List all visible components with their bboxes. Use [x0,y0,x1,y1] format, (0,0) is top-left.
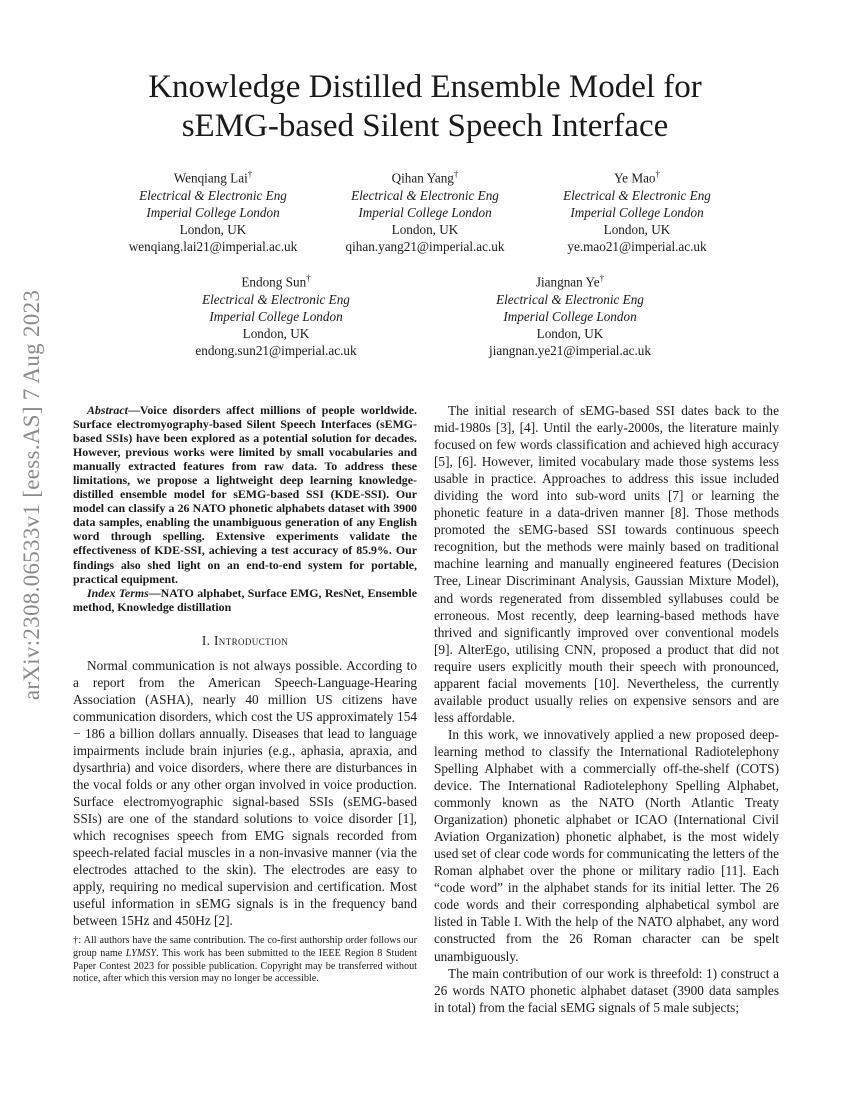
index-terms-label: Index Terms [87,585,149,600]
section-number: I. [201,632,214,648]
author-dept: Electrical & Electronic Eng [139,187,287,203]
dagger-mark: † [453,169,459,179]
title-line-2: sEMG-based Silent Speech Interface [181,108,669,144]
dagger-mark: † [599,273,605,283]
footnote-text-a: †: All authors have the same contribution. The co-first authorship order follows our group name [73,935,417,959]
right-column [434,402,779,1016]
author-institution: Imperial College London [503,308,637,324]
footnote-text-b: . This work has been submitted to the IEEE Region 8 Student Paper Contest 2023 for possible publication. Copyright may be transferred without notice, after which this version may no longer be accessible. [73,947,417,985]
author-block-4 [166,270,386,359]
author-name: Jiangnan Ye [535,274,600,290]
author-location: London, UK [242,326,310,341]
author-name: Endong Sun [241,274,307,290]
abstract [73,403,417,586]
author-dept: Electrical & Electronic Eng [351,187,499,203]
title-line-1: Knowledge Distilled Ensemble Model for [148,69,702,105]
footnote-group-name: LYMSY [125,947,157,959]
author-location: London, UK [536,326,604,341]
author-name: Wenqiang Lai [173,170,248,186]
section-title: Introduction [214,632,289,648]
author-block-5 [460,270,680,359]
right-paragraph-2: In this work, we innovatively applied a new proposed deep-learning method to classify the International Radiotelephony Spelling Alphabet with a commercially off-the-shelf (COTS) device. The International Radiotelephony Spelling Alphabet, commonly known as the NATO (North Atlantic Treaty Organization) phonetic alphabet or ICAO (International Civil Aviation Organization) phonetic alphabet, is the most widely used set of clear code words for communicating the letters of the Roman alphabet over the phone or military radio [11]. Each “code word” in the alphabet stands for its initial letter. The 26 code words and their corresponding alphabetical symbol are listed in Table I. With the help of the NATO alphabet, any word constructed from the 26 Roman character can be spelt unambiguously. [434,726,779,964]
author-institution: Imperial College London [570,204,704,220]
section-heading [73,632,417,649]
author-email: endong.sun21@imperial.ac.uk [195,343,357,359]
left-column [73,403,417,930]
author-email: qihan.yang21@imperial.ac.uk [345,239,505,255]
dagger-mark: † [306,273,311,283]
right-paragraph-1: The initial research of sEMG-based SSI dates back to the mid-1980s [3], [4]. Until the early-2000s, the literature mainly focused on few words classification and achieved high accuracy [5], [6]. However, limited vocabulary made those systems less usable in practice. Approaches to address this issue included dividing the word into sub-word units [7] or learning the phonetic feature in a data-driven manner [8]. Those methods promoted the sEMG-based SSI towards continuous speech recognition, but the methods were mainly based on traditional machine learning and manually engineered features (Decision Tree, Linear Discriminant Analysis, Gaussian Mixture Model), and words regenerated from dissembled syllabuses could be erroneous. Most recently, deep learning-based methods have thrived and significantly improved over conventional models [9]. AlterEgo, utilising CNN, proposed a product that did not require users explicitly mouth their speech with pronounced, apparent facial movements [10]. Nevertheless, the currently available product usually relies on expensive sensors and are less affordable. [434,403,779,725]
dagger-mark: † [247,169,253,179]
arxiv-identifier: arXiv:2308.06533v1 [eess.AS] 7 Aug 2023 [19,289,44,701]
author-email: wenqiang.lai21@imperial.ac.uk [128,239,298,255]
dagger-mark: † [655,169,661,179]
author-dept: Electrical & Electronic Eng [563,187,711,203]
author-location: London, UK [391,222,459,237]
author-name: Ye Mao [613,170,656,186]
author-email: jiangnan.ye21@imperial.ac.uk [489,343,651,359]
author-location: London, UK [603,222,671,237]
author-institution: Imperial College London [146,204,280,220]
author-dept: Electrical & Electronic Eng [202,291,350,307]
index-terms [73,586,417,614]
abstract-text: —Voice disorders affect millions of people worldwide. Surface electromyography-based Silent Speech Interfaces (sEMG-based SSIs) have been explored as a potential solution for decades. However, previous works were limited by small vocabularies and manually extracted features from raw data. To address these limitations, we propose a lightweight deep learning knowledge-distilled ensemble model for sEMG-based SSI (KDE-SSI). Our model can classify a 26 NATO phonetic alphabets dataset with 3900 data samples, enabling the unambiguous generation of any English word through spelling. Extensive experiments validate the effectiveness of KDE-SSI, achieving a test accuracy of 85.9%. Our findings also shed light on an end-to-end system for portable, practical equipment. [73,403,417,586]
intro-paragraph-1: Normal communication is not always possible. According to a report from the American Speech-Language-Hearing Association (ASHA), nearly 40 million US citizens have communication disorders, which cost the US approximately 154 − 186 a billion dollars annually. Diseases that lead to language impairments include brain injuries (e.g., aphasia, apraxia, and dysarthria) and voice disorders, where there are disturbances in the vocal folds or any other organ involved in voice production. Surface electromyographic signal-based SSIs (sEMG-based SSIs) are one of the standard solutions to voice disorder [1], which recognises speech from EMG signals recorded from speech-related facial muscles in a non-invasive manner (via the electrodes attached to the skin). The electrodes are easy to apply, requiring no medical supervision and certification. Most useful information in sEMG signals is in the frequency band between 15Hz and 450Hz [2]. [73,657,417,929]
author-location: London, UK [179,222,247,237]
paper-title [0,68,850,146]
index-terms-text: —NATO alphabet, Surface EMG, ResNet, Ensemble method, Knowledge distillation [73,585,417,614]
author-institution: Imperial College London [209,308,343,324]
author-block-2 [315,166,535,255]
abstract-label: Abstract [87,403,128,417]
author-dept: Electrical & Electronic Eng [496,291,644,307]
author-name: Qihan Yang [391,170,454,186]
author-block-3 [527,166,747,255]
author-institution: Imperial College London [358,204,492,220]
author-email: ye.mao21@imperial.ac.uk [567,239,707,255]
arxiv-sidebar [12,290,52,700]
author-block-1 [103,166,323,255]
footnote [73,935,417,986]
right-paragraph-3: The main contribution of our work is threefold: 1) construct a 26 words NATO phonetic alphabet dataset (3900 data samples in total) from the facial sEMG signals of 5 male subjects; [434,965,779,1015]
